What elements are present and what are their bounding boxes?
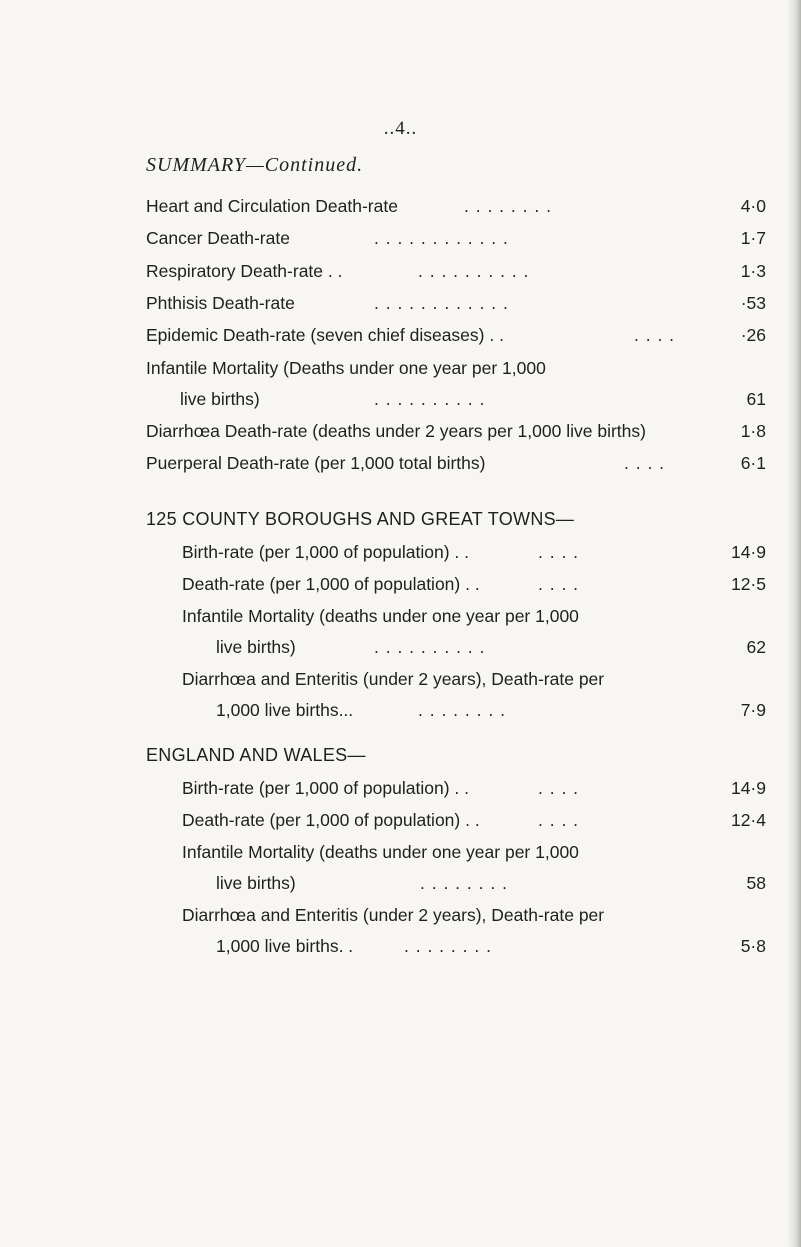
leader-dots: . . . .	[634, 325, 676, 345]
leader-dots: . . . .	[538, 574, 580, 594]
leader-dots: . . . . . . . . . . . .	[374, 228, 509, 248]
summary-row	[146, 453, 766, 477]
leader-dots: . . . .	[624, 453, 666, 473]
leader-dots: . . . . . . . .	[464, 196, 552, 216]
leader-dots: . . . . . . . .	[404, 936, 492, 956]
leader-dots: . . . . . . . .	[418, 700, 506, 720]
row-label: Phthisis Death-rate	[146, 293, 295, 313]
section-row	[182, 574, 766, 598]
row-label: Epidemic Death-rate (seven chief diseases) . .	[146, 325, 504, 345]
row-value: 14·9	[730, 542, 766, 562]
page-number: ..4..	[383, 118, 418, 139]
leader-dots: . . . .	[538, 778, 580, 798]
row-value: 61	[746, 389, 766, 409]
section-row	[182, 606, 766, 630]
summary-row	[146, 228, 766, 252]
row-label: Birth-rate (per 1,000 of population) . .	[182, 778, 469, 798]
row-label: Cancer Death-rate	[146, 228, 290, 248]
summary-row	[146, 293, 766, 317]
row-value: 12·4	[730, 810, 766, 830]
section-row-continuation	[182, 700, 766, 724]
leader-dots: . . . .	[538, 542, 580, 562]
row-label: Death-rate (per 1,000 of population) . .	[182, 574, 480, 594]
page-edge-shadow	[787, 0, 801, 1247]
section-row	[182, 669, 766, 693]
row-label-continued: 1,000 live births. .	[216, 936, 354, 956]
row-label: Diarrhœa and Enteritis (under 2 years), Death-rate per	[182, 669, 605, 689]
row-value: 14·9	[730, 778, 766, 798]
row-value: ·26	[740, 325, 766, 345]
row-value: 7·9	[740, 700, 766, 720]
row-value: 5·8	[740, 936, 766, 956]
leader-dots: . . . . . . . .	[420, 873, 508, 893]
section-row	[182, 542, 766, 566]
leader-dots: . . . . . . . . . .	[374, 637, 486, 657]
section-row	[182, 810, 766, 834]
section-heading-england-wales: ENGLAND AND WALES—	[146, 745, 366, 765]
summary-row	[146, 421, 766, 445]
row-value: 1·3	[740, 261, 766, 281]
section-row-continuation	[182, 873, 766, 897]
row-label: Puerperal Death-rate (per 1,000 total births)	[146, 453, 486, 473]
leader-dots: . . . . . . . . . .	[418, 261, 530, 281]
leader-dots: . . . .	[538, 810, 580, 830]
row-value: 6·1	[740, 453, 766, 473]
row-label: Respiratory Death-rate . .	[146, 261, 343, 281]
row-label: Diarrhœa and Enteritis (under 2 years), Death-rate per	[182, 905, 605, 925]
row-label: Infantile Mortality (deaths under one year per 1,000	[182, 842, 579, 862]
section-row	[182, 778, 766, 802]
row-value: 12·5	[730, 574, 766, 594]
summary-row	[146, 325, 766, 349]
section-row	[182, 842, 766, 866]
row-label: Infantile Mortality (deaths under one year per 1,000	[182, 606, 579, 626]
summary-row-continuation	[146, 389, 766, 413]
row-value: 58	[746, 873, 766, 893]
page-subtitle: SUMMARY—Continued.	[146, 154, 364, 176]
section-row	[182, 905, 766, 929]
summary-row	[146, 261, 766, 285]
row-label: Heart and Circulation Death-rate	[146, 196, 398, 216]
summary-row	[146, 196, 766, 220]
row-label-continued: live births)	[180, 389, 260, 409]
row-label: Death-rate (per 1,000 of population) . .	[182, 810, 480, 830]
section-row-continuation	[182, 936, 766, 960]
section-heading-county-boroughs: 125 COUNTY BOROUGHS AND GREAT TOWNS—	[146, 509, 575, 529]
row-value: 62	[746, 637, 766, 657]
row-value: 1·8	[740, 421, 766, 441]
row-label-continued: live births)	[216, 637, 296, 657]
leader-dots: . . . . . . . . . . . .	[374, 293, 509, 313]
row-label-continued: 1,000 live births...	[216, 700, 354, 720]
row-label: Infantile Mortality (Deaths under one year per 1,000	[146, 358, 546, 378]
row-value: 1·7	[740, 228, 766, 248]
row-value: ·53	[740, 293, 766, 313]
row-value: 4·0	[740, 196, 766, 216]
row-label: Birth-rate (per 1,000 of population) . .	[182, 542, 469, 562]
row-label: Diarrhœa Death-rate (deaths under 2 years per 1,000 live births)	[146, 421, 646, 441]
row-label-continued: live births)	[216, 873, 296, 893]
section-row-continuation	[182, 637, 766, 661]
leader-dots: . . . . . . . . . .	[374, 389, 486, 409]
summary-row	[146, 358, 766, 382]
